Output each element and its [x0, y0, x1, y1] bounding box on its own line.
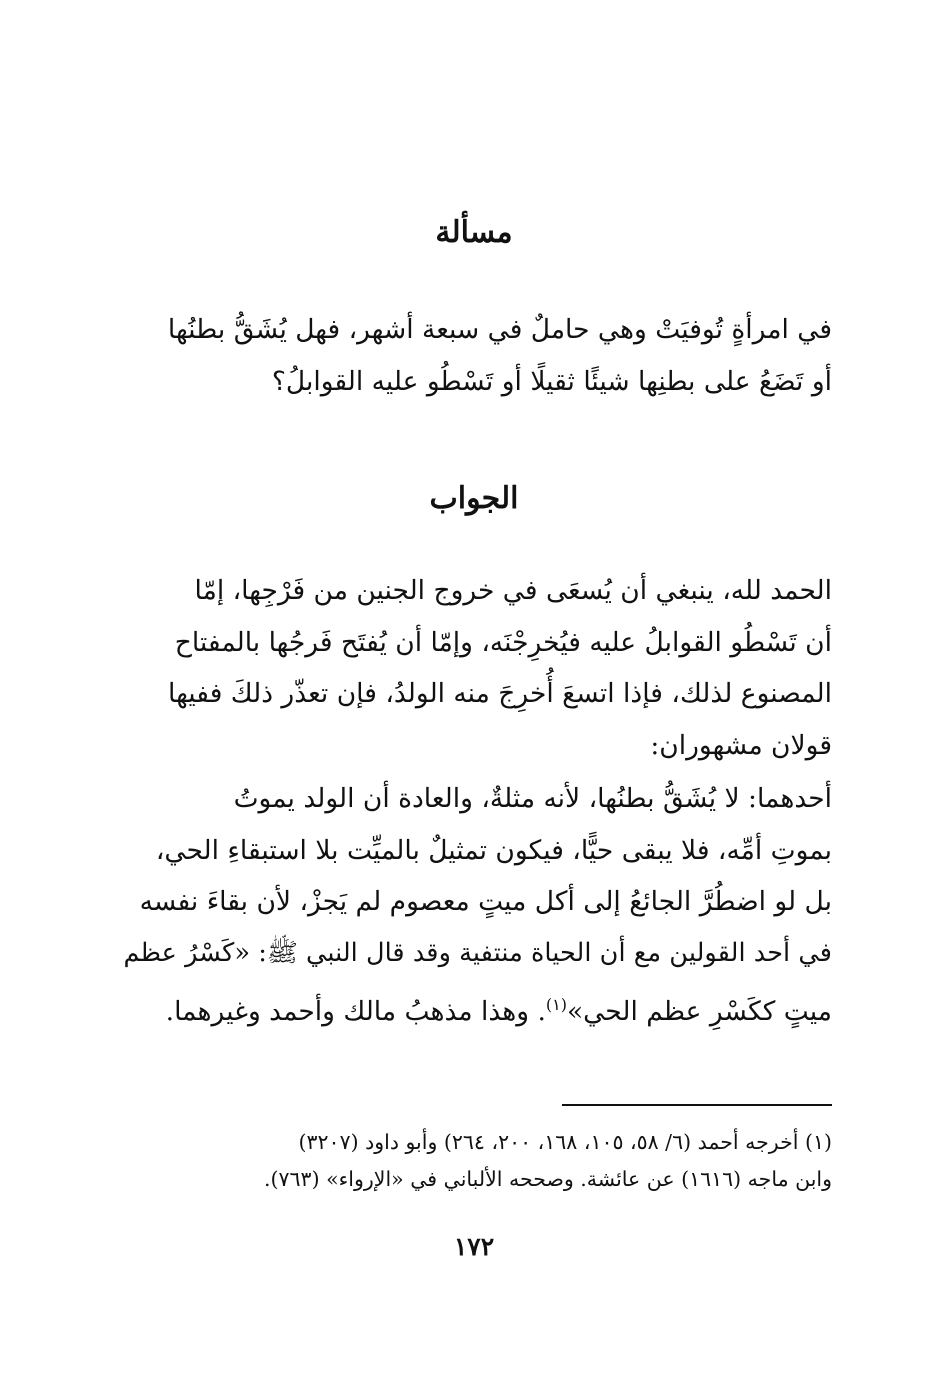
question-line: في امرأةٍ تُوفيَتْ وهي حاملٌ في سبعة أشهر، فهل يُشَقُّ بطنُها [167, 314, 832, 345]
question-line: أو تَضَعُ على بطنِها شيئًا ثقيلًا أو تَسْطُو عليه القوابلُ؟ [271, 365, 832, 397]
answer-line: بموتِ أمِّه، فلا يبقى حيًّا، فيكون تمثيلٌ بالميِّت بلا استبقاءِ الحي، [155, 834, 832, 866]
answer-line: الحمد لله، ينبغي أن يُسعَى في خروج الجنين من فَرْجِها، إمّا [194, 575, 832, 606]
answer-paragraph-2 [112, 773, 832, 1037]
answer-line-last [112, 979, 832, 1037]
footnote-line: وابن ماجه (١٦١٦) عن عائشة. وصححه الألباني في «الإرواء» (٧٦٣). [264, 1167, 832, 1191]
masala-heading: مسألة [435, 215, 513, 250]
answer-line: أحدهما: لا يُشَقُّ بطنُها، لأنه مثلةٌ، والعادة أن الولد يموتُ [233, 783, 832, 814]
answer-line: أن تَسْطُو القوابلُ عليه فيُخرِجْنَه، وإمّا أن يُفتَح فَرجُها بالمفتاح [174, 626, 832, 658]
jawab-heading: الجواب [429, 481, 519, 516]
masala-question [112, 304, 832, 407]
footnote-separator [562, 1104, 832, 1106]
answer-line: المصنوع لذلك، فإذا اتسعَ أُخرِجَ منه الولدُ، فإن تعذّر ذلكَ ففيها [168, 678, 832, 709]
footnotes [112, 1124, 832, 1198]
footnote-ref: (١) [545, 995, 567, 1014]
footnote-line: (١) أخرجه أحمد (٦/ ٥٨، ١٠٥، ١٦٨، ٢٠٠، ٢٦٤) وأبو داود (٣٢٠٧) [298, 1130, 832, 1154]
page-number: ١٧٢ [453, 1232, 495, 1261]
answer-line: قولان مشهوران: [650, 729, 832, 761]
answer-paragraph-1 [112, 565, 832, 771]
hadith-text: ميتٍ ككَسْرِ عظم الحي» [566, 995, 832, 1027]
answer-line: في أحد القولين مع أن الحياة منتفية وقد قال النبي ﷺ: «كَسْرُ عظم [123, 937, 832, 968]
answer-line: بل لو اضطُرَّ الجائعُ إلى أكل ميتٍ معصوم لم يَجزْ، لأن بقاءَ نفسه [139, 886, 832, 917]
answer-tail: . وهذا مذهبُ مالك وأحمد وغيرهما. [165, 995, 546, 1027]
